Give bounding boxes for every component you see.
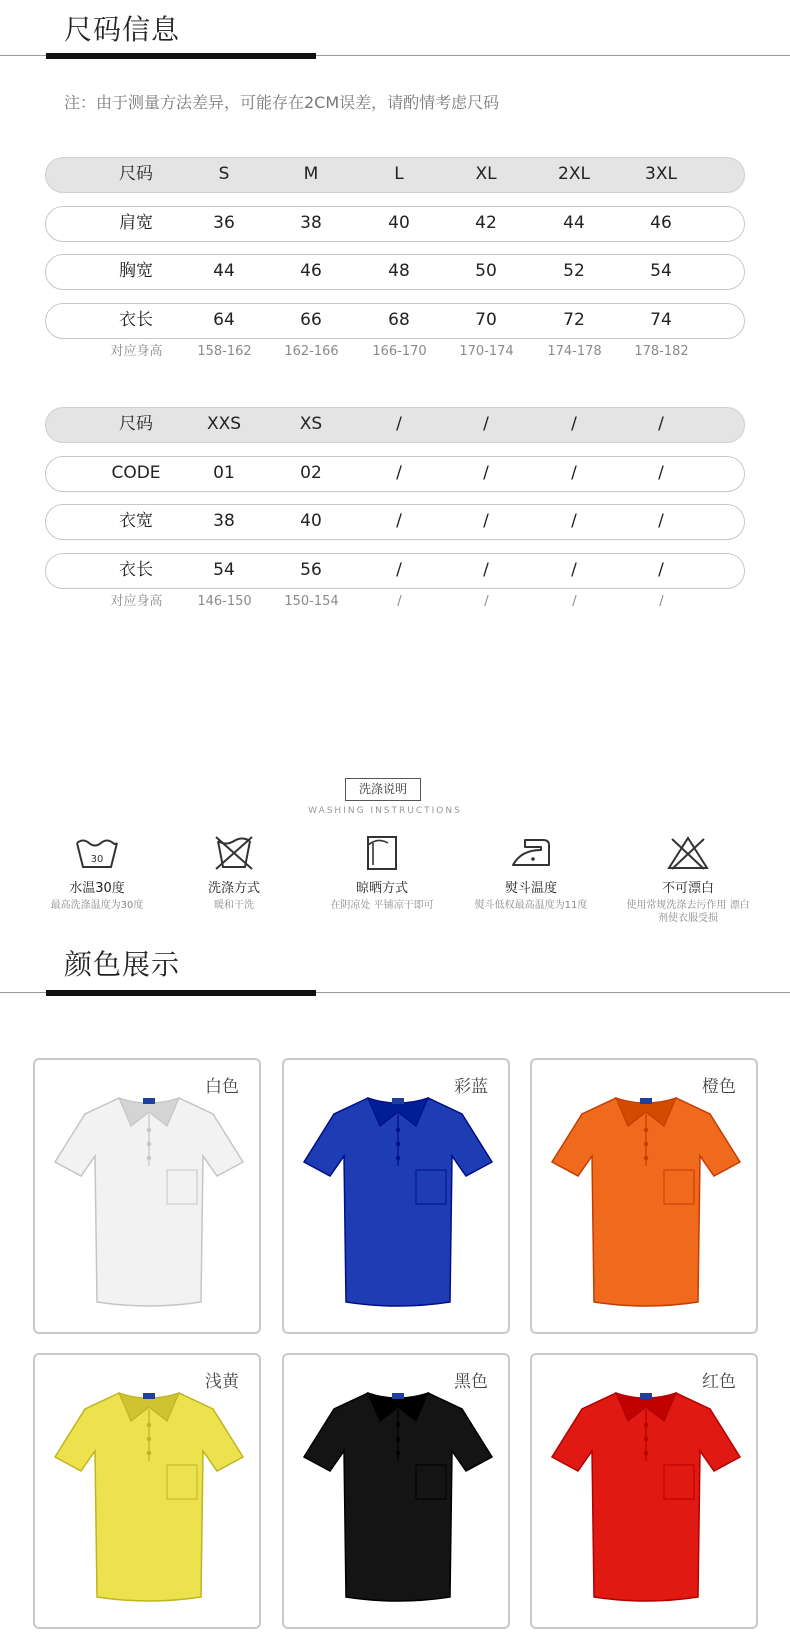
row-label-cell: 尺码 (119, 414, 153, 434)
table-cell: 56 (300, 560, 322, 580)
table-cell: 44 (213, 261, 235, 281)
shirt-button (147, 1156, 151, 1160)
wash-item-temperature (22, 835, 172, 912)
size-info-header (0, 0, 790, 60)
polo-shirt-image (546, 1379, 746, 1619)
color-display-title: 颜色展示 (64, 948, 181, 981)
shirt-label-tag (143, 1098, 155, 1104)
measurement-note: 注：由于测量方法差异，可能存在2CM误差，请酌情考虑尺码 (64, 93, 500, 112)
no-bleach-icon (664, 835, 712, 871)
table-cell: 68 (388, 310, 410, 330)
shirt-button (396, 1437, 400, 1441)
table-cell: / (483, 560, 489, 580)
shirt-button (147, 1128, 151, 1132)
table-cell: 54 (213, 560, 235, 580)
shirt-label-tag (392, 1098, 404, 1104)
shirt-button (147, 1451, 151, 1455)
table-cell: 72 (563, 310, 585, 330)
table-cell: 46 (650, 213, 672, 233)
shirt-label-tag (143, 1393, 155, 1399)
height-cell: / (572, 594, 577, 609)
color-label: 浅黄 (205, 1372, 239, 1392)
table-cell: / (483, 511, 489, 531)
wash-item-method (159, 835, 309, 912)
shirt-button (147, 1142, 151, 1146)
color-card[interactable] (282, 1353, 510, 1629)
polo-shirt-image (298, 1379, 498, 1619)
table-cell: 44 (563, 213, 585, 233)
table-cell: / (571, 560, 577, 580)
row-label-cell: 胸宽 (119, 261, 153, 281)
table-cell: 3XL (645, 164, 677, 184)
row-label-cell: 衣宽 (119, 511, 153, 531)
height-cell: 174-178 (547, 344, 602, 359)
table-cell: 66 (300, 310, 322, 330)
shirt-button (644, 1156, 648, 1160)
table-cell: / (483, 463, 489, 483)
table-cell: / (658, 511, 664, 531)
color-card[interactable] (530, 1058, 758, 1334)
table-cell: M (303, 164, 319, 184)
table-header-row (45, 407, 745, 443)
title-underline (46, 53, 316, 59)
iron-icon (507, 835, 555, 871)
color-card[interactable] (530, 1353, 758, 1629)
title-underline (46, 990, 316, 996)
table-cell: XS (299, 414, 323, 434)
height-cell: 170-174 (459, 344, 514, 359)
color-label: 白色 (205, 1077, 239, 1097)
table-cell: 48 (388, 261, 410, 281)
wash-tub-30-icon (73, 835, 121, 871)
table-cell: S (218, 164, 230, 184)
height-cell: 166-170 (372, 344, 427, 359)
table-row (45, 553, 745, 589)
height-cell: 162-166 (284, 344, 339, 359)
height-cell: / (659, 594, 664, 609)
color-display-header (0, 935, 790, 995)
table-cell: 52 (563, 261, 585, 281)
washing-title: 洗涤说明 (345, 778, 421, 801)
shirt-button (147, 1423, 151, 1427)
height-label-cell: 对应身高 (110, 594, 163, 609)
height-cell: 158-162 (197, 344, 252, 359)
color-card[interactable] (33, 1058, 261, 1334)
color-label: 橙色 (702, 1077, 736, 1097)
table-cell: 70 (475, 310, 497, 330)
wash-item-desc: 熨斗低权最高温度为11度 (474, 900, 588, 911)
shirt-button (644, 1423, 648, 1427)
polo-shirt-image (546, 1084, 746, 1324)
wash-item-desc: 在阴凉处 平铺凉干即可 (330, 900, 434, 911)
table-cell: 42 (475, 213, 497, 233)
wash-temp-number: 30 (90, 854, 104, 865)
table-cell: / (658, 560, 664, 580)
height-cell: 146-150 (197, 594, 252, 609)
table-cell: XXS (206, 414, 242, 434)
wash-item-title: 晾晒方式 (355, 881, 408, 896)
height-cell: 178-182 (634, 344, 689, 359)
table-cell: / (571, 511, 577, 531)
table-cell: 38 (213, 511, 235, 531)
row-label-cell: 衣长 (119, 560, 153, 580)
table-cell: L (394, 164, 404, 184)
table-cell: / (483, 414, 489, 434)
height-row (45, 341, 745, 363)
color-label: 黑色 (454, 1372, 488, 1392)
shirt-button (396, 1128, 400, 1132)
table-cell: / (658, 414, 664, 434)
table-cell: / (396, 414, 402, 434)
row-label-cell: 肩宽 (119, 213, 153, 233)
row-label-cell: 衣长 (119, 310, 153, 330)
table-cell: / (658, 463, 664, 483)
table-row (45, 456, 745, 492)
table-cell: 40 (300, 511, 322, 531)
wash-item-ironing (456, 835, 606, 912)
table-header-row (45, 157, 745, 193)
size-info-title: 尺码信息 (64, 13, 181, 46)
table-row (45, 504, 745, 540)
polo-shirt-image (298, 1084, 498, 1324)
shirt-button (644, 1128, 648, 1132)
height-cell: / (397, 594, 402, 609)
wash-item-title: 不可漂白 (661, 881, 714, 896)
height-label-cell: 对应身高 (110, 344, 163, 359)
height-row (45, 591, 745, 613)
shirt-button (396, 1423, 400, 1427)
table-row (45, 254, 745, 290)
table-cell: 54 (650, 261, 672, 281)
table-cell: 01 (213, 463, 235, 483)
shirt-label-tag (640, 1393, 652, 1399)
shirt-button (644, 1142, 648, 1146)
color-card[interactable] (33, 1353, 261, 1629)
wash-item-bleach (608, 835, 768, 925)
height-cell: 150-154 (284, 594, 339, 609)
table-cell: 46 (300, 261, 322, 281)
table-row (45, 303, 745, 339)
row-label-cell: 尺码 (119, 164, 153, 184)
table-cell: 2XL (558, 164, 590, 184)
wash-item-desc: 最高洗涤温度为30度 (50, 900, 144, 911)
table-cell: 64 (213, 310, 235, 330)
wash-item-drying (307, 835, 457, 912)
wash-item-desc: 暖和干洗 (214, 900, 254, 911)
shirt-button (396, 1142, 400, 1146)
wash-item-title: 洗涤方式 (207, 881, 260, 896)
wash-item-title: 熨斗温度 (504, 881, 557, 896)
table-cell: 40 (388, 213, 410, 233)
color-label: 彩蓝 (454, 1077, 488, 1097)
color-card[interactable] (282, 1058, 510, 1334)
table-cell: / (571, 414, 577, 434)
color-label: 红色 (702, 1372, 736, 1392)
row-label-cell: CODE (111, 463, 161, 483)
shirt-button (396, 1451, 400, 1455)
table-cell: / (396, 511, 402, 531)
table-cell: / (571, 463, 577, 483)
polo-shirt-image (49, 1084, 249, 1324)
table-cell: / (396, 560, 402, 580)
table-row (45, 206, 745, 242)
shirt-button (644, 1451, 648, 1455)
table-cell: 50 (475, 261, 497, 281)
shirt-label-tag (640, 1098, 652, 1104)
wash-item-desc: 使用常规洗涤去污作用 漂白剂使衣服受损 (626, 900, 750, 924)
line-dry-icon (358, 835, 406, 871)
table-cell: XL (475, 164, 497, 184)
shirt-button (396, 1156, 400, 1160)
shirt-label-tag (392, 1393, 404, 1399)
table-cell: 02 (300, 463, 322, 483)
washing-subtitle: WASHING INSTRUCTIONS (308, 806, 462, 816)
table-cell: / (396, 463, 402, 483)
shirt-button (644, 1437, 648, 1441)
height-cell: / (484, 594, 489, 609)
table-cell: 74 (650, 310, 672, 330)
no-dryclean-icon (210, 835, 258, 871)
polo-shirt-image (49, 1379, 249, 1619)
shirt-button (147, 1437, 151, 1441)
table-cell: 38 (300, 213, 322, 233)
wash-item-title: 水温30度 (69, 881, 125, 896)
table-cell: 36 (213, 213, 235, 233)
